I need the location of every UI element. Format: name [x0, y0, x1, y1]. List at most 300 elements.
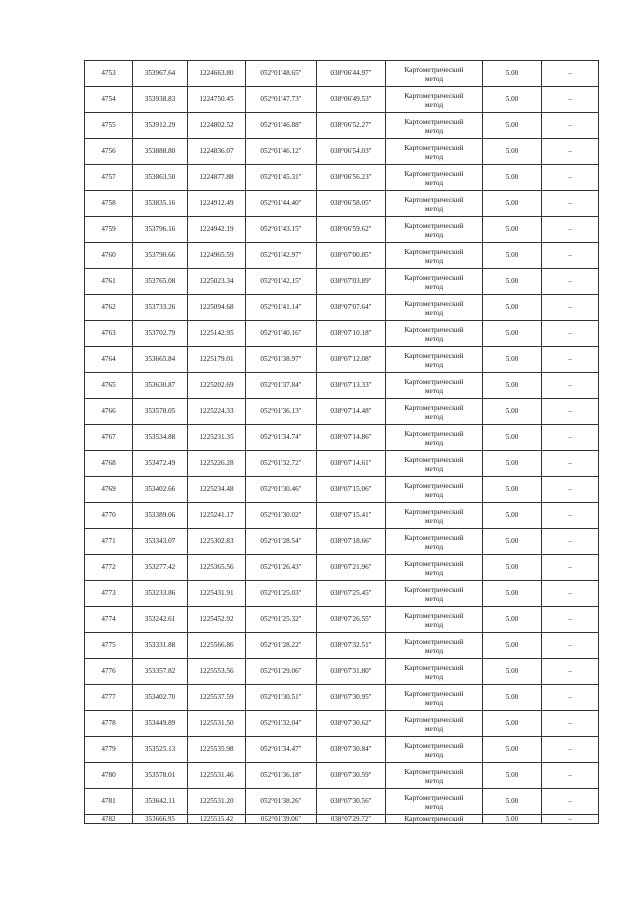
x-coordinate-cell: 353630.87 — [133, 373, 188, 399]
latitude-cell: 052°01'32.04" — [246, 711, 317, 737]
method-text: Картометрический — [404, 324, 464, 334]
x-coordinate-cell: 353389.06 — [133, 503, 188, 529]
latitude-cell: 052°01'48.65" — [246, 61, 317, 87]
y-coordinate-cell: 1225142.95 — [188, 321, 246, 347]
note-cell: – — [542, 191, 599, 217]
latitude-cell: 052°01'30.46" — [246, 477, 317, 503]
y-coordinate-cell: 1224750.45 — [188, 87, 246, 113]
x-coordinate-cell: 353402.70 — [133, 685, 188, 711]
table-row — [85, 633, 599, 659]
point-number-cell: 4776 — [85, 659, 133, 685]
table-row — [85, 373, 599, 399]
method-text: Картометрический — [404, 142, 464, 152]
y-coordinate-cell: 1225553.56 — [188, 659, 246, 685]
y-coordinate-cell: 1225231.35 — [188, 425, 246, 451]
point-number-cell: 4778 — [85, 711, 133, 737]
accuracy-cell: 5.00 — [483, 399, 542, 425]
method-cell — [386, 789, 483, 815]
y-coordinate-cell: 1225023.34 — [188, 269, 246, 295]
note-cell: – — [542, 347, 599, 373]
latitude-cell: 052°01'45.31" — [246, 165, 317, 191]
table-row — [85, 165, 599, 191]
coordinates-table — [84, 60, 599, 824]
note-cell: – — [542, 243, 599, 269]
method-cell — [386, 555, 483, 581]
note-cell: – — [542, 503, 599, 529]
latitude-cell: 052°01'25.03" — [246, 581, 317, 607]
accuracy-cell: 5.00 — [483, 789, 542, 815]
point-number-cell: 4758 — [85, 191, 133, 217]
method-text: метод — [424, 593, 444, 603]
x-coordinate-cell: 353449.89 — [133, 711, 188, 737]
note-cell: – — [542, 165, 599, 191]
point-number-cell: 4755 — [85, 113, 133, 139]
point-number-cell: 4771 — [85, 529, 133, 555]
accuracy-cell: 5.00 — [483, 477, 542, 503]
method-text: метод — [424, 619, 444, 629]
table-row — [85, 347, 599, 373]
latitude-cell: 052°01'28.22" — [246, 633, 317, 659]
y-coordinate-cell: 1225234.48 — [188, 477, 246, 503]
point-number-cell: 4781 — [85, 789, 133, 815]
table-row — [85, 61, 599, 87]
note-cell: – — [542, 269, 599, 295]
latitude-cell: 052°01'40.16" — [246, 321, 317, 347]
method-text: метод — [424, 99, 444, 109]
method-text: метод — [424, 697, 444, 707]
point-number-cell: 4779 — [85, 737, 133, 763]
method-text: Картометрический — [404, 662, 464, 672]
note-cell: – — [542, 321, 599, 347]
method-cell — [386, 321, 483, 347]
x-coordinate-cell: 353534.88 — [133, 425, 188, 451]
method-text: метод — [424, 333, 444, 343]
note-cell: – — [542, 815, 599, 824]
note-cell: – — [542, 477, 599, 503]
note-cell: – — [542, 633, 599, 659]
table-row — [85, 139, 599, 165]
method-text: Картометрический — [404, 246, 464, 256]
point-number-cell: 4768 — [85, 451, 133, 477]
longitude-cell: 038°07'30.95" — [317, 685, 386, 711]
method-cell — [386, 139, 483, 165]
note-cell: – — [542, 61, 599, 87]
accuracy-cell: 5.00 — [483, 685, 542, 711]
x-coordinate-cell: 353402.66 — [133, 477, 188, 503]
accuracy-cell: 5.00 — [483, 815, 542, 824]
method-text: Картометрический — [404, 688, 464, 698]
accuracy-cell: 5.00 — [483, 633, 542, 659]
latitude-cell: 052°01'28.54" — [246, 529, 317, 555]
method-cell — [386, 711, 483, 737]
longitude-cell: 038°07'32.51" — [317, 633, 386, 659]
table-row — [85, 503, 599, 529]
note-cell: – — [542, 581, 599, 607]
longitude-cell: 038°07'18.66" — [317, 529, 386, 555]
method-text: метод — [424, 515, 444, 525]
accuracy-cell: 5.00 — [483, 581, 542, 607]
y-coordinate-cell: 1225452.92 — [188, 607, 246, 633]
y-coordinate-cell: 1225179.01 — [188, 347, 246, 373]
latitude-cell: 052°01'42.15" — [246, 269, 317, 295]
x-coordinate-cell: 353912.29 — [133, 113, 188, 139]
method-text: Картометрический — [404, 402, 464, 412]
x-coordinate-cell: 353666.95 — [133, 815, 188, 824]
table-row — [85, 321, 599, 347]
method-text: метод — [424, 541, 444, 551]
table-row — [85, 711, 599, 737]
method-cell — [386, 477, 483, 503]
note-cell: – — [542, 685, 599, 711]
accuracy-cell: 5.00 — [483, 87, 542, 113]
table-row — [85, 659, 599, 685]
accuracy-cell: 5.00 — [483, 295, 542, 321]
method-text: метод — [424, 801, 444, 811]
y-coordinate-cell: 1224877.88 — [188, 165, 246, 191]
y-coordinate-cell: 1225537.59 — [188, 685, 246, 711]
x-coordinate-cell: 353525.13 — [133, 737, 188, 763]
accuracy-cell: 5.00 — [483, 139, 542, 165]
method-cell — [386, 269, 483, 295]
longitude-cell: 038°07'00.85" — [317, 243, 386, 269]
y-coordinate-cell: 1225531.46 — [188, 763, 246, 789]
latitude-cell: 052°01'36.18" — [246, 763, 317, 789]
accuracy-cell: 5.00 — [483, 451, 542, 477]
method-text: Картометрический — [404, 506, 464, 516]
accuracy-cell: 5.00 — [483, 373, 542, 399]
table-row — [85, 789, 599, 815]
method-text: метод — [424, 489, 444, 499]
method-text: Картометрический — [404, 740, 464, 750]
point-number-cell: 4765 — [85, 373, 133, 399]
longitude-cell: 038°07'31.80" — [317, 659, 386, 685]
longitude-cell: 038°07'26.55" — [317, 607, 386, 633]
longitude-cell: 038°07'30.59" — [317, 763, 386, 789]
latitude-cell: 052°01'38.26" — [246, 789, 317, 815]
accuracy-cell: 5.00 — [483, 425, 542, 451]
accuracy-cell: 5.00 — [483, 347, 542, 373]
latitude-cell: 052°01'46.88" — [246, 113, 317, 139]
point-number-cell: 4772 — [85, 555, 133, 581]
x-coordinate-cell: 353233.86 — [133, 581, 188, 607]
longitude-cell: 038°06'58.05" — [317, 191, 386, 217]
method-text: метод — [424, 203, 444, 213]
latitude-cell: 052°01'37.84" — [246, 373, 317, 399]
table-body — [85, 61, 599, 824]
method-cell — [386, 815, 483, 824]
point-number-cell: 4762 — [85, 295, 133, 321]
method-text: метод — [424, 177, 444, 187]
note-cell: – — [542, 425, 599, 451]
method-cell — [386, 659, 483, 685]
method-text: Картометрический — [404, 194, 464, 204]
latitude-cell: 052°01'30.51" — [246, 685, 317, 711]
x-coordinate-cell: 353578.05 — [133, 399, 188, 425]
x-coordinate-cell: 353277.42 — [133, 555, 188, 581]
latitude-cell: 052°01'44.40" — [246, 191, 317, 217]
accuracy-cell: 5.00 — [483, 269, 542, 295]
method-cell — [386, 373, 483, 399]
x-coordinate-cell: 353790.66 — [133, 243, 188, 269]
table-row — [85, 737, 599, 763]
y-coordinate-cell: 1225566.86 — [188, 633, 246, 659]
method-text: Картометрический — [404, 480, 464, 490]
latitude-cell: 052°01'32.72" — [246, 451, 317, 477]
accuracy-cell: 5.00 — [483, 529, 542, 555]
method-text: метод — [424, 385, 444, 395]
point-number-cell: 4753 — [85, 61, 133, 87]
method-text: Картометрический — [404, 116, 464, 126]
latitude-cell: 052°01'30.02" — [246, 503, 317, 529]
accuracy-cell: 5.00 — [483, 607, 542, 633]
x-coordinate-cell: 353242.61 — [133, 607, 188, 633]
accuracy-cell: 5.00 — [483, 217, 542, 243]
longitude-cell: 038°07'14.48" — [317, 399, 386, 425]
method-text: Картометрический — [404, 376, 464, 386]
latitude-cell: 052°01'36.13" — [246, 399, 317, 425]
method-text: Картометрический — [404, 454, 464, 464]
table-row — [85, 607, 599, 633]
y-coordinate-cell: 1225224.33 — [188, 399, 246, 425]
point-number-cell: 4777 — [85, 685, 133, 711]
note-cell: – — [542, 139, 599, 165]
x-coordinate-cell: 353472.49 — [133, 451, 188, 477]
accuracy-cell: 5.00 — [483, 763, 542, 789]
longitude-cell: 038°07'10.18" — [317, 321, 386, 347]
table-row — [85, 815, 599, 824]
y-coordinate-cell: 1225515.42 — [188, 815, 246, 824]
note-cell: – — [542, 217, 599, 243]
method-text: Картометрический — [404, 814, 464, 823]
point-number-cell: 4780 — [85, 763, 133, 789]
table-row — [85, 87, 599, 113]
y-coordinate-cell: 1225531.20 — [188, 789, 246, 815]
latitude-cell: 052°01'34.74" — [246, 425, 317, 451]
table-row — [85, 113, 599, 139]
longitude-cell: 038°06'59.62" — [317, 217, 386, 243]
method-text: метод — [424, 411, 444, 421]
y-coordinate-cell: 1225202.69 — [188, 373, 246, 399]
method-text: метод — [424, 671, 444, 681]
method-text: Картометрический — [404, 636, 464, 646]
method-text: Картометрический — [404, 298, 464, 308]
longitude-cell: 038°07'15.41" — [317, 503, 386, 529]
note-cell: – — [542, 87, 599, 113]
note-cell: – — [542, 295, 599, 321]
note-cell: – — [542, 737, 599, 763]
point-number-cell: 4767 — [85, 425, 133, 451]
note-cell: – — [542, 607, 599, 633]
method-cell — [386, 295, 483, 321]
longitude-cell: 038°06'44.97" — [317, 61, 386, 87]
x-coordinate-cell: 353863.50 — [133, 165, 188, 191]
accuracy-cell: 5.00 — [483, 113, 542, 139]
accuracy-cell: 5.00 — [483, 555, 542, 581]
method-text: Картометрический — [404, 766, 464, 776]
method-text: метод — [424, 281, 444, 291]
y-coordinate-cell: 1225094.68 — [188, 295, 246, 321]
y-coordinate-cell: 1224802.52 — [188, 113, 246, 139]
longitude-cell: 038°07'25.45" — [317, 581, 386, 607]
method-cell — [386, 61, 483, 87]
method-cell — [386, 685, 483, 711]
accuracy-cell: 5.00 — [483, 61, 542, 87]
method-text: Картометрический — [404, 220, 464, 230]
method-cell — [386, 451, 483, 477]
note-cell: – — [542, 659, 599, 685]
y-coordinate-cell: 1224663.80 — [188, 61, 246, 87]
method-text: Картометрический — [404, 64, 464, 74]
table-row — [85, 555, 599, 581]
accuracy-cell: 5.00 — [483, 243, 542, 269]
point-number-cell: 4754 — [85, 87, 133, 113]
point-number-cell: 4782 — [85, 815, 133, 824]
longitude-cell: 038°07'30.56" — [317, 789, 386, 815]
point-number-cell: 4763 — [85, 321, 133, 347]
y-coordinate-cell: 1225241.17 — [188, 503, 246, 529]
method-text: метод — [424, 723, 444, 733]
note-cell: – — [542, 373, 599, 399]
note-cell: – — [542, 789, 599, 815]
method-cell — [386, 243, 483, 269]
longitude-cell: 038°07'07.64" — [317, 295, 386, 321]
method-text: Картометрический — [404, 714, 464, 724]
method-text: Картометрический — [404, 272, 464, 282]
table-row — [85, 191, 599, 217]
latitude-cell: 052°01'47.73" — [246, 87, 317, 113]
method-cell — [386, 191, 483, 217]
table-row — [85, 243, 599, 269]
method-text: Картометрический — [404, 610, 464, 620]
method-cell — [386, 737, 483, 763]
x-coordinate-cell: 353331.88 — [133, 633, 188, 659]
method-cell — [386, 529, 483, 555]
method-text: Картометрический — [404, 168, 464, 178]
longitude-cell: 038°07'30.84" — [317, 737, 386, 763]
table-row — [85, 425, 599, 451]
method-cell — [386, 113, 483, 139]
point-number-cell: 4770 — [85, 503, 133, 529]
longitude-cell: 038°07'14.61" — [317, 451, 386, 477]
method-text: Картометрический — [404, 792, 464, 802]
accuracy-cell: 5.00 — [483, 659, 542, 685]
point-number-cell: 4757 — [85, 165, 133, 191]
note-cell: – — [542, 451, 599, 477]
table-row — [85, 399, 599, 425]
accuracy-cell: 5.00 — [483, 191, 542, 217]
latitude-cell: 052°01'39.06" — [246, 815, 317, 824]
point-number-cell: 4761 — [85, 269, 133, 295]
table-row — [85, 295, 599, 321]
x-coordinate-cell: 353888.80 — [133, 139, 188, 165]
longitude-cell: 038°07'29.72" — [317, 815, 386, 824]
y-coordinate-cell: 1225431.91 — [188, 581, 246, 607]
point-number-cell: 4756 — [85, 139, 133, 165]
method-text: метод — [424, 151, 444, 161]
method-text: метод — [424, 645, 444, 655]
method-cell — [386, 87, 483, 113]
method-text: Картометрический — [404, 90, 464, 100]
method-text: Картометрический — [404, 428, 464, 438]
table-row — [85, 217, 599, 243]
x-coordinate-cell: 353733.26 — [133, 295, 188, 321]
longitude-cell: 038°06'56.23" — [317, 165, 386, 191]
method-text: Картометрический — [404, 532, 464, 542]
longitude-cell: 038°07'13.33" — [317, 373, 386, 399]
method-text: метод — [424, 307, 444, 317]
point-number-cell: 4764 — [85, 347, 133, 373]
x-coordinate-cell: 353642.11 — [133, 789, 188, 815]
method-cell — [386, 503, 483, 529]
accuracy-cell: 5.00 — [483, 503, 542, 529]
table-row — [85, 477, 599, 503]
latitude-cell: 052°01'26.43" — [246, 555, 317, 581]
method-text: метод — [424, 125, 444, 135]
accuracy-cell: 5.00 — [483, 165, 542, 191]
table-row — [85, 581, 599, 607]
method-cell — [386, 425, 483, 451]
y-coordinate-cell: 1225302.83 — [188, 529, 246, 555]
x-coordinate-cell: 353796.16 — [133, 217, 188, 243]
method-cell — [386, 633, 483, 659]
method-cell — [386, 347, 483, 373]
latitude-cell: 052°01'43.15" — [246, 217, 317, 243]
y-coordinate-cell: 1225365.56 — [188, 555, 246, 581]
latitude-cell: 052°01'42.97" — [246, 243, 317, 269]
longitude-cell: 038°07'14.86" — [317, 425, 386, 451]
note-cell: – — [542, 763, 599, 789]
method-cell — [386, 581, 483, 607]
method-text: метод — [424, 229, 444, 239]
y-coordinate-cell: 1224942.19 — [188, 217, 246, 243]
note-cell: – — [542, 711, 599, 737]
method-cell — [386, 607, 483, 633]
x-coordinate-cell: 353665.84 — [133, 347, 188, 373]
method-cell — [386, 165, 483, 191]
point-number-cell: 4769 — [85, 477, 133, 503]
y-coordinate-cell: 1225226.28 — [188, 451, 246, 477]
point-number-cell: 4774 — [85, 607, 133, 633]
table-row — [85, 685, 599, 711]
table-row — [85, 451, 599, 477]
latitude-cell: 052°01'46.12" — [246, 139, 317, 165]
x-coordinate-cell: 353765.08 — [133, 269, 188, 295]
y-coordinate-cell: 1224912.49 — [188, 191, 246, 217]
method-text: метод — [424, 567, 444, 577]
y-coordinate-cell: 1225531.50 — [188, 711, 246, 737]
accuracy-cell: 5.00 — [483, 321, 542, 347]
longitude-cell: 038°07'15.06" — [317, 477, 386, 503]
method-cell — [386, 763, 483, 789]
latitude-cell: 052°01'25.32" — [246, 607, 317, 633]
point-number-cell: 4766 — [85, 399, 133, 425]
point-number-cell: 4760 — [85, 243, 133, 269]
method-text: метод — [424, 437, 444, 447]
latitude-cell: 052°01'38.97" — [246, 347, 317, 373]
latitude-cell: 052°01'41.14" — [246, 295, 317, 321]
y-coordinate-cell: 1224836.07 — [188, 139, 246, 165]
longitude-cell: 038°07'21.96" — [317, 555, 386, 581]
method-cell — [386, 399, 483, 425]
method-text: Картометрический — [404, 558, 464, 568]
x-coordinate-cell: 353357.82 — [133, 659, 188, 685]
y-coordinate-cell: 1224965.59 — [188, 243, 246, 269]
point-number-cell: 4773 — [85, 581, 133, 607]
x-coordinate-cell: 353343.07 — [133, 529, 188, 555]
x-coordinate-cell: 353938.83 — [133, 87, 188, 113]
note-cell: – — [542, 113, 599, 139]
method-text: Картометрический — [404, 584, 464, 594]
